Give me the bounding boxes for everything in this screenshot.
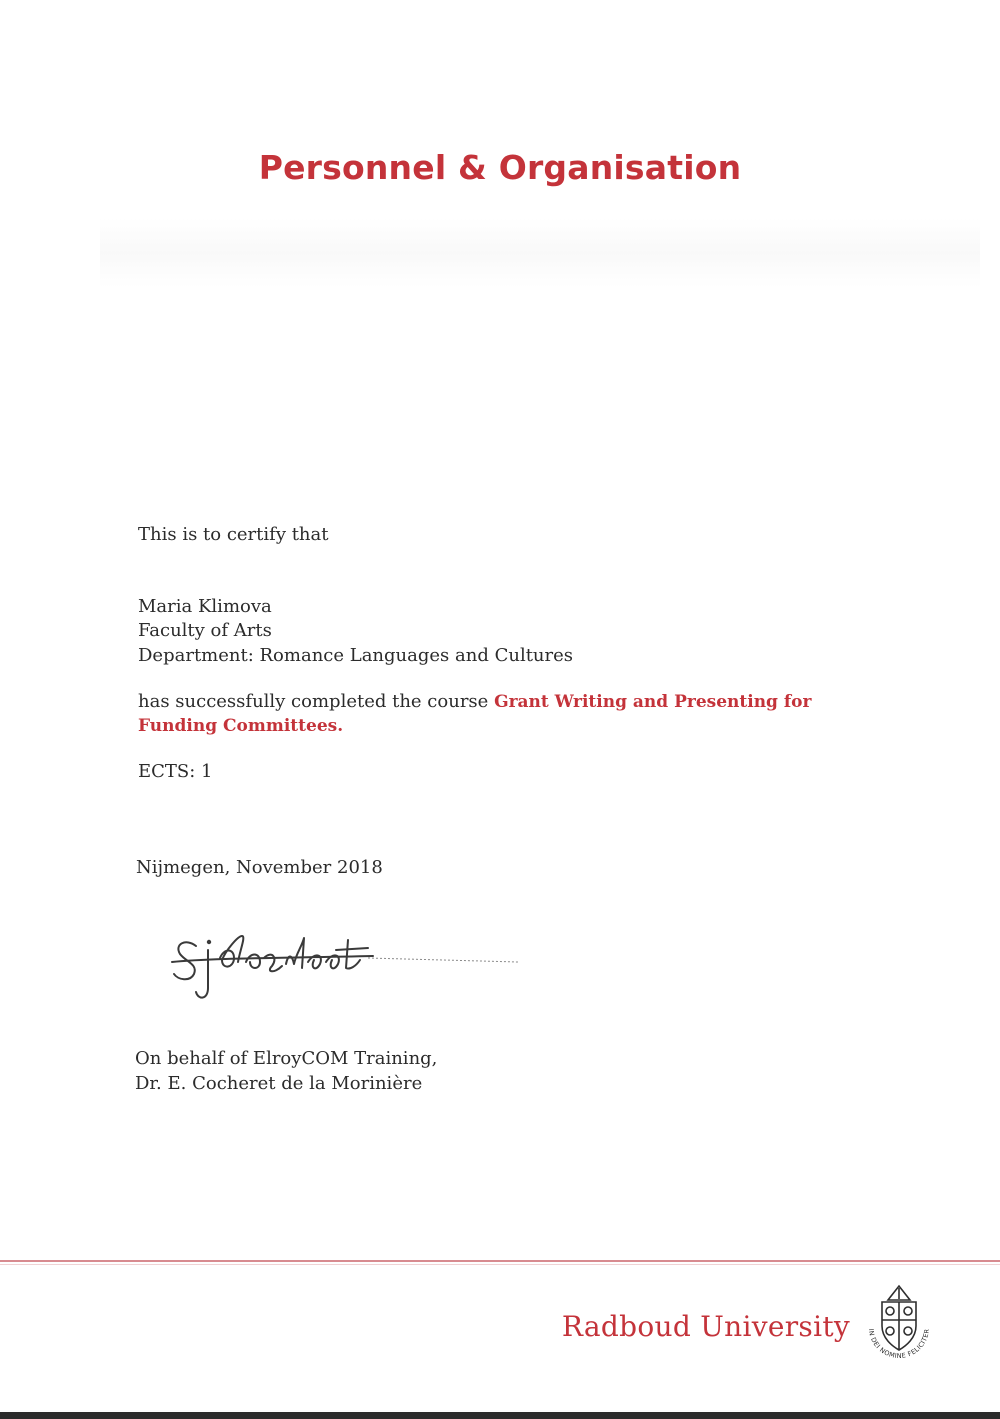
- university-seal-icon: [858, 1282, 940, 1368]
- faded-background-band: [100, 218, 980, 288]
- ects-credits: ECTS: 1: [138, 761, 213, 782]
- footer-divider: [0, 1260, 1000, 1262]
- footer-divider-shadow: [0, 1264, 1000, 1265]
- recipient-faculty: Faculty of Arts: [138, 620, 272, 641]
- signatory-organisation: On behalf of ElroyCOM Training,: [135, 1048, 438, 1069]
- completion-prefix: has successfully completed the course: [138, 691, 489, 712]
- completion-statement: [138, 690, 878, 738]
- scan-bottom-edge: [0, 1412, 1000, 1419]
- certify-intro: This is to certify that: [138, 524, 329, 545]
- course-name: Grant Writing and Presenting for Funding Committees.: [138, 692, 812, 736]
- place-date: Nijmegen, November 2018: [136, 857, 383, 878]
- recipient-department: Department: Romance Languages and Cultures: [138, 645, 574, 666]
- university-name: Radboud University: [561, 1310, 850, 1343]
- signatory-name: Dr. E. Cocheret de la Morinière: [135, 1073, 423, 1094]
- seal-motto: IN DEI NOMINE FELICITER: [866, 1328, 932, 1361]
- signature: [168, 928, 528, 1008]
- recipient-name: Maria Klimova: [138, 596, 272, 617]
- page-title: Personnel & Organisation: [258, 148, 742, 187]
